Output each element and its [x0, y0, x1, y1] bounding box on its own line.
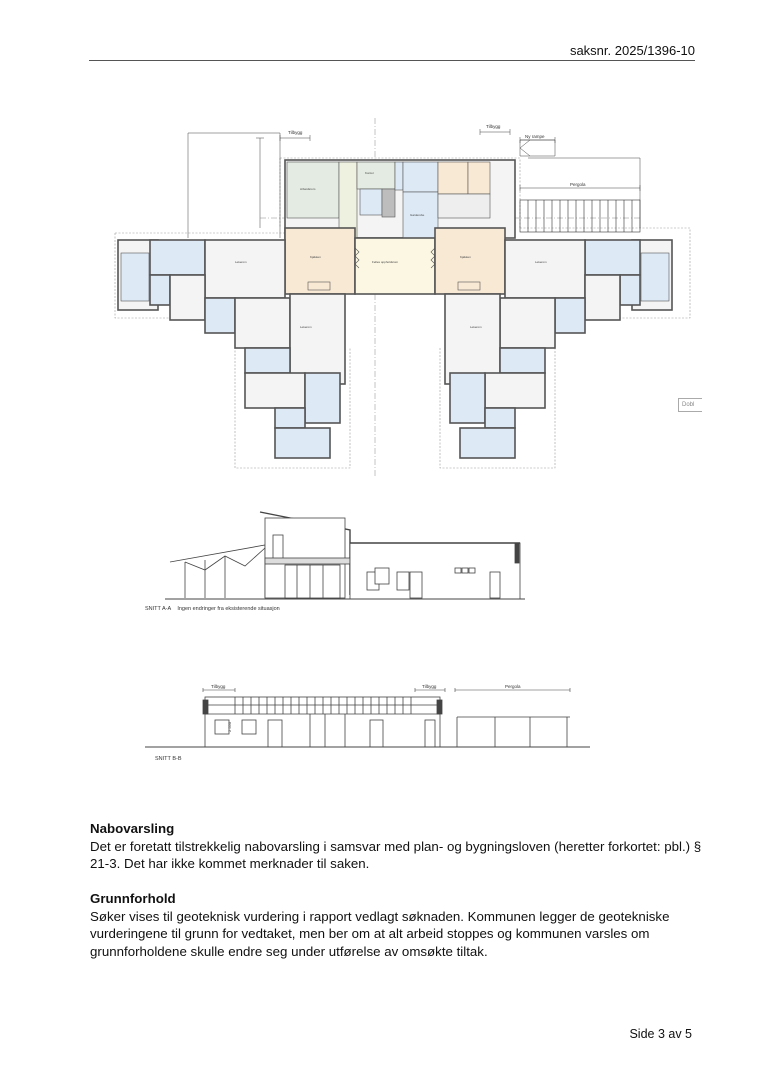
svg-text:Lekerom: Lekerom: [470, 325, 482, 329]
svg-text:Lekerom: Lekerom: [300, 325, 312, 329]
case-number: saksnr. 2025/1396-10: [569, 43, 695, 58]
svg-text:Felles oppholdsrom: Felles oppholdsrom: [372, 260, 399, 264]
svg-text:Kjøkken: Kjøkken: [460, 255, 471, 259]
svg-text:Lekerom: Lekerom: [535, 260, 547, 264]
section-grunnforhold: [90, 890, 710, 960]
page-number: Side 3 av 5: [629, 1027, 692, 1041]
svg-text:Lekerom: Lekerom: [235, 260, 247, 264]
svg-text:Arbeidsrom: Arbeidsrom: [300, 187, 316, 191]
section-b-drawing: [145, 680, 590, 770]
section-paragraph: Søker vises til geoteknisk vurdering i rapport vedlagt søknaden. Kommunen legger de geotekniske vurderingene til grunn for vedtaket, men ber om at alt arbeid stoppes og kommunen varsles om grunnforholdene skulle endre seg under utførelse av omsøkte tiltak.: [90, 908, 670, 959]
svg-text:Garderobe: Garderobe: [410, 213, 425, 217]
dobl-label: Dobl: [678, 398, 702, 412]
pergola-label: Pergola: [570, 182, 586, 187]
section-heading: Nabovarsling: [90, 821, 175, 836]
svg-text:Kontor: Kontor: [365, 171, 374, 175]
svg-text:Kjøkken: Kjøkken: [310, 255, 321, 259]
tilbygg-b-right: Tilbygg: [422, 684, 437, 689]
ny-rampe-label: Ny rampe: [525, 134, 545, 139]
section-heading: Grunnforhold: [90, 891, 176, 906]
tilbygg-label-right: Tilbygg: [486, 124, 501, 129]
floor-plan-drawing: [110, 118, 700, 478]
tilbygg-label-left: Tilbygg: [288, 130, 303, 135]
section-b-caption: SNITT B-B: [155, 756, 182, 762]
tilbygg-b-left: Tilbygg: [211, 684, 226, 689]
page-header: [89, 40, 695, 61]
height-dimension: 2 550: [227, 721, 232, 732]
section-paragraph: Det er foretatt tilstrekkelig nabovarsling i samsvar med plan- og bygningsloven (heretter forkortet: pbl.) § 21-3. Det har ikke kommet merknader til saken.: [90, 838, 702, 871]
section-a-caption: SNITT A-A Ingen endringer fra eksisterende situasjon: [145, 606, 280, 612]
section-nabovarsling: [90, 820, 710, 873]
pergola-b: Pergola: [505, 684, 521, 689]
